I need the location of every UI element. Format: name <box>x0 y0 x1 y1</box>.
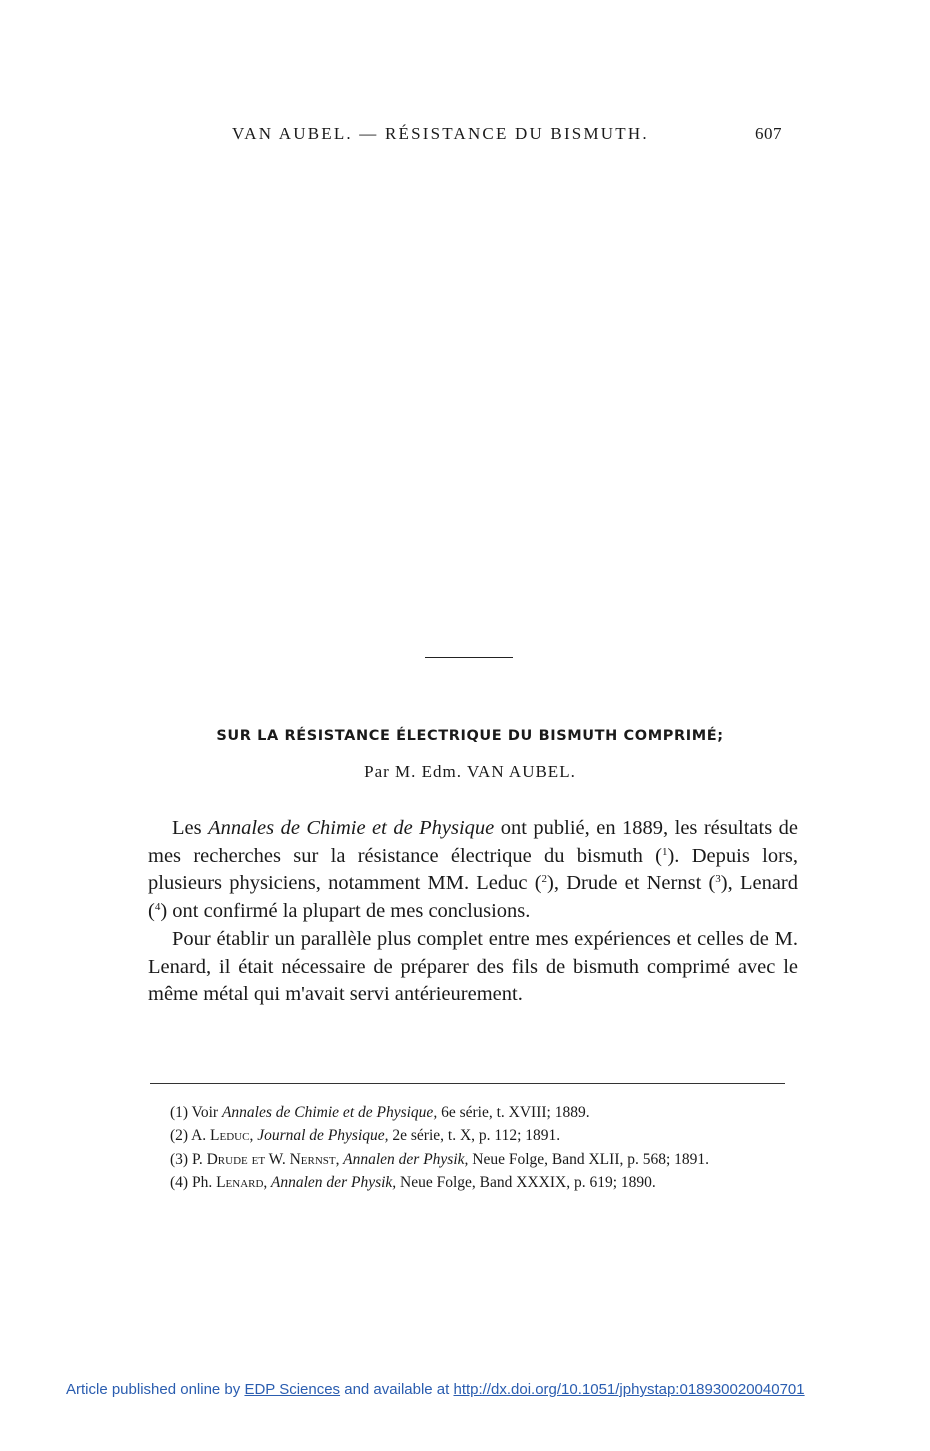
footnote-text: 2e série, t. X, p. 112; 1891. <box>388 1127 561 1145</box>
footnote-4 <box>150 1171 800 1194</box>
footnote-3 <box>150 1148 800 1171</box>
doi-link[interactable]: http://dx.doi.org/10.1051/jphystap:018930020040701 <box>453 1381 805 1398</box>
footnote-text: A. <box>188 1127 211 1145</box>
journal-title: Annales de Chimie et de Physique <box>208 817 495 839</box>
footnote-text: Ph. <box>188 1173 217 1191</box>
footnote-ref-2[interactable]: 2 <box>541 873 548 886</box>
paragraph-1 <box>148 815 798 926</box>
footnote-mark: (3) <box>170 1150 189 1168</box>
paragraph-1-text-d: ), Drude et Nernst ( <box>547 872 716 895</box>
footnote-text: P. <box>188 1150 207 1168</box>
article-title: SUR LA RÉSISTANCE ÉLECTRIQUE DU BISMUTH COMPRIMÉ; <box>216 728 724 744</box>
footnote-text: Neue Folge, Band XLII, p. 568; 1891. <box>468 1150 710 1168</box>
footer-text: and available at <box>340 1381 454 1398</box>
paragraph-1-text-c: ). Depuis lors, plusieurs physiciens, notamment MM. Leduc ( <box>148 844 799 895</box>
footnote-rule <box>150 1083 785 1084</box>
footnote-ref-3[interactable]: 3 <box>715 873 721 886</box>
article-body <box>148 815 798 1009</box>
footnote-2 <box>150 1124 800 1147</box>
footnote-journal: Journal de Physique, <box>253 1127 389 1145</box>
paragraph-1-text-f: ) ont confirmé la plupart de mes conclusions. <box>160 900 531 923</box>
footnote-author: Drude et W. Nernst, <box>206 1150 340 1168</box>
paragraph-1-text-b: ont publié, en 1889, les résultats de mes recherches sur la résistance électrique du bismuth ( <box>148 817 798 867</box>
footnote-text: Neue Folge, Band XXXIX, p. 619; 1890. <box>396 1173 656 1191</box>
title-separator-rule <box>425 657 513 658</box>
footnote-journal: Annales de Chimie et de Physique, <box>221 1104 438 1121</box>
footnotes <box>150 1101 800 1194</box>
footnote-1 <box>150 1101 800 1124</box>
paragraph-2: Pour établir un parallèle plus complet entre mes expériences et celles de M. Lenard, il était nécessaire de préparer des fils de bismuth comprimé avec le même métal qui m'avait servi antérieurement. <box>148 927 798 1006</box>
footnote-text: 6e série, t. XVIII; 1889. <box>437 1104 590 1121</box>
footnote-mark: (1) <box>170 1104 189 1121</box>
publication-footer <box>66 1381 866 1398</box>
paragraph-1-text-a: Les <box>172 817 209 839</box>
running-head <box>232 124 782 150</box>
publisher-link[interactable]: EDP Sciences <box>244 1381 341 1398</box>
footnote-text: Voir <box>188 1104 222 1121</box>
footnote-journal: Annalen der Physik, <box>339 1150 469 1168</box>
page-number: 607 <box>755 124 782 143</box>
running-head-title: VAN AUBEL. — RÉSISTANCE DU BISMUTH. <box>232 124 649 143</box>
article-byline: Par M. Edm. VAN AUBEL. <box>364 762 576 781</box>
footnote-mark: (2) <box>170 1127 189 1145</box>
footer-text: Article published online by <box>66 1381 245 1398</box>
paragraph-1-text-e: ), Lenard ( <box>148 872 798 923</box>
footnote-ref-4[interactable]: 4 <box>154 901 161 914</box>
footnote-author: Leduc, <box>210 1127 254 1145</box>
footnote-journal: Annalen der Physik, <box>267 1173 397 1191</box>
footnote-mark: (4) <box>170 1173 189 1191</box>
footnote-ref-1[interactable]: 1 <box>661 845 668 858</box>
footnote-author: Lenard, <box>216 1173 268 1191</box>
